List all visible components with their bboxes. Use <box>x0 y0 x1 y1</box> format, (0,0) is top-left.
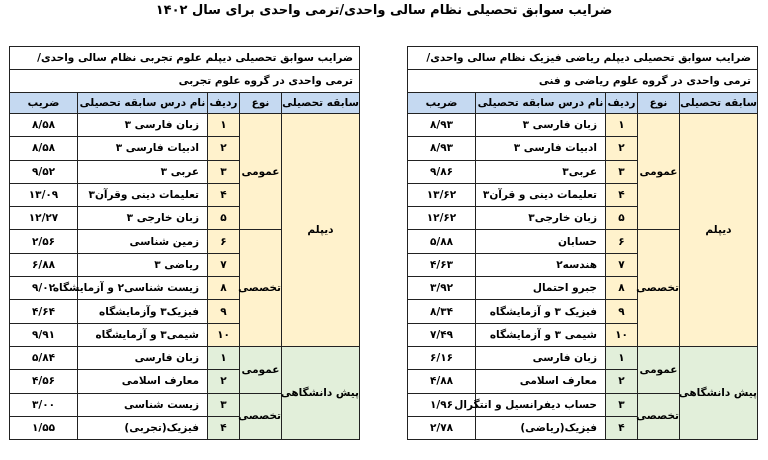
coefficient: ۲/۷۸ <box>408 416 476 439</box>
coefficient: ۷/۴۹ <box>408 323 476 346</box>
coefficient: ۲/۵۶ <box>10 230 78 253</box>
header-zarib: ضریب <box>10 93 78 114</box>
course-name: زبان خارجی۳ <box>476 207 606 230</box>
table-header-row <box>10 93 360 114</box>
table-row <box>408 114 758 137</box>
course-name: ادبیات فارسی ۳ <box>78 137 208 160</box>
coefficient: ۱۳/۰۹ <box>10 183 78 206</box>
header-radif: ردیف <box>208 93 240 114</box>
coefficient: ۳/۹۲ <box>408 277 476 300</box>
course-name: زبان فارسی ۳ <box>78 114 208 137</box>
coefficient: ۸/۹۳ <box>408 114 476 137</box>
row-number: ۲ <box>606 370 638 393</box>
course-name: زبان فارسی <box>476 346 606 369</box>
row-number: ۹ <box>208 300 240 323</box>
row-number: ۲ <box>606 137 638 160</box>
row-number: ۲ <box>208 137 240 160</box>
course-name: عربی ۳ <box>78 160 208 183</box>
coefficient-table <box>407 46 758 440</box>
header-name: نام درس سابقه تحصیلی <box>78 93 208 114</box>
coefficient: ۶/۱۶ <box>408 346 476 369</box>
coefficient: ۱/۹۶ <box>408 393 476 416</box>
row-number: ۱ <box>208 346 240 369</box>
course-name: فیزیک(تجربی) <box>78 416 208 439</box>
header-noe: نوع <box>240 93 282 114</box>
row-number: ۵ <box>606 207 638 230</box>
row-number: ۴ <box>606 183 638 206</box>
row-number: ۴ <box>208 183 240 206</box>
course-name: زمین شناسی <box>78 230 208 253</box>
coefficient: ۴/۵۶ <box>10 370 78 393</box>
coefficient: ۳/۰۰ <box>10 393 78 416</box>
row-number: ۱ <box>606 346 638 369</box>
group-diploma: دیپلم <box>282 114 360 347</box>
course-name: فیزیک ۳ و آزمایشگاه <box>476 300 606 323</box>
table-title-line-1: ضرایب سوابق تحصیلی دیپلم ریاضی فیزیک نظام سالی واحدی/ <box>408 47 758 70</box>
course-name: تعلیمات دینی و قرآن۳ <box>476 183 606 206</box>
row-number: ۳ <box>208 160 240 183</box>
coefficient: ۶/۸۸ <box>10 253 78 276</box>
header-noe: نوع <box>638 93 680 114</box>
course-name: زبان فارسی ۳ <box>476 114 606 137</box>
row-number: ۷ <box>606 253 638 276</box>
course-name: فیزیک(ریاضی) <box>476 416 606 439</box>
row-number: ۲ <box>208 370 240 393</box>
type-general: عمومی <box>638 346 680 393</box>
table-row <box>408 346 758 369</box>
row-number: ۵ <box>208 207 240 230</box>
coefficient: ۵/۸۸ <box>408 230 476 253</box>
type-special: تخصصی <box>638 230 680 346</box>
coefficient-table <box>9 46 360 440</box>
row-number: ۶ <box>208 230 240 253</box>
group-pre-university: پیش دانشگاهی <box>282 346 360 439</box>
course-name: شیمی۳ و آزمایشگاه <box>78 323 208 346</box>
course-name: فیزیک۳ وآزمایشگاه <box>78 300 208 323</box>
row-number: ۶ <box>606 230 638 253</box>
course-name: عربی۳ <box>476 160 606 183</box>
row-number: ۸ <box>208 277 240 300</box>
course-name: حساب دیفرانسیل و انتگرال <box>476 393 606 416</box>
coefficient: ۹/۸۶ <box>408 160 476 183</box>
row-number: ۹ <box>606 300 638 323</box>
course-name: زیست شناسی <box>78 393 208 416</box>
coefficient: ۹/۹۱ <box>10 323 78 346</box>
header-name: نام درس سابقه تحصیلی <box>476 93 606 114</box>
course-name: معارف اسلامی <box>78 370 208 393</box>
coefficient: ۸/۹۳ <box>408 137 476 160</box>
header-radif: ردیف <box>606 93 638 114</box>
course-name: حسابان <box>476 230 606 253</box>
group-diploma: دیپلم <box>680 114 758 347</box>
coefficient: ۴/۸۸ <box>408 370 476 393</box>
table-title-row-1 <box>408 47 758 70</box>
table-title-line-2: ترمی واحدی در گروه علوم ریاضی و فنی <box>408 70 758 93</box>
type-special: تخصصی <box>240 230 282 346</box>
course-name: شیمی ۳ و آزمایشگاه <box>476 323 606 346</box>
table-row <box>10 346 360 369</box>
coefficient: ۱۲/۶۲ <box>408 207 476 230</box>
type-general: عمومی <box>638 114 680 230</box>
type-general: عمومی <box>240 114 282 230</box>
row-number: ۱۰ <box>208 323 240 346</box>
coefficient: ۵/۸۴ <box>10 346 78 369</box>
table-title-line-2: ترمی واحدی در گروه علوم تجربی <box>10 70 360 93</box>
course-name: ادبیات فارسی ۳ <box>476 137 606 160</box>
coefficient: ۹/۵۲ <box>10 160 78 183</box>
type-special: تخصصی <box>638 393 680 440</box>
row-number: ۸ <box>606 277 638 300</box>
course-name: زبان فارسی <box>78 346 208 369</box>
experimental-sciences-panel <box>10 46 360 440</box>
group-pre-university: پیش دانشگاهی <box>680 346 758 439</box>
coefficient: ۸/۵۸ <box>10 114 78 137</box>
course-name: تعلیمات دینی وقرآن۳ <box>78 183 208 206</box>
table-title-row-2 <box>10 70 360 93</box>
coefficient: ۱/۵۵ <box>10 416 78 439</box>
type-special: تخصصی <box>240 393 282 440</box>
coefficient: ۱۳/۶۲ <box>408 183 476 206</box>
coefficient: ۸/۳۴ <box>408 300 476 323</box>
course-name: زیست شناسی۲ و آزمایشگاه <box>78 277 208 300</box>
row-number: ۴ <box>208 416 240 439</box>
math-physics-panel <box>408 46 758 440</box>
course-name: ریاضی ۳ <box>78 253 208 276</box>
coefficient: ۴/۶۳ <box>408 253 476 276</box>
header-sabeghe: سابقه تحصیلی <box>680 93 758 114</box>
row-number: ۴ <box>606 416 638 439</box>
row-number: ۳ <box>208 393 240 416</box>
coefficient: ۴/۶۴ <box>10 300 78 323</box>
page-title: ضرایب سوابق تحصیلی نظام سالی واحدی/ترمی واحدی برای سال ۱۴۰۲ <box>155 3 613 18</box>
row-number: ۱۰ <box>606 323 638 346</box>
course-name: معارف اسلامی <box>476 370 606 393</box>
header-sabeghe: سابقه تحصیلی <box>282 93 360 114</box>
coefficient: ۸/۵۸ <box>10 137 78 160</box>
table-title-row-1 <box>10 47 360 70</box>
type-general: عمومی <box>240 346 282 393</box>
table-row <box>10 114 360 137</box>
row-number: ۱ <box>606 114 638 137</box>
row-number: ۳ <box>606 160 638 183</box>
table-title-line-1: ضرایب سوابق تحصیلی دیپلم علوم تجربی نظام سالی واحدی/ <box>10 47 360 70</box>
course-name: هندسه۲ <box>476 253 606 276</box>
table-header-row <box>408 93 758 114</box>
row-number: ۳ <box>606 393 638 416</box>
course-name: زبان خارجی ۳ <box>78 207 208 230</box>
row-number: ۷ <box>208 253 240 276</box>
row-number: ۱ <box>208 114 240 137</box>
coefficient: ۹/۰۲ <box>10 277 78 300</box>
table-title-row-2 <box>408 70 758 93</box>
coefficient: ۱۲/۲۷ <box>10 207 78 230</box>
course-name: جبرو احتمال <box>476 277 606 300</box>
header-zarib: ضریب <box>408 93 476 114</box>
